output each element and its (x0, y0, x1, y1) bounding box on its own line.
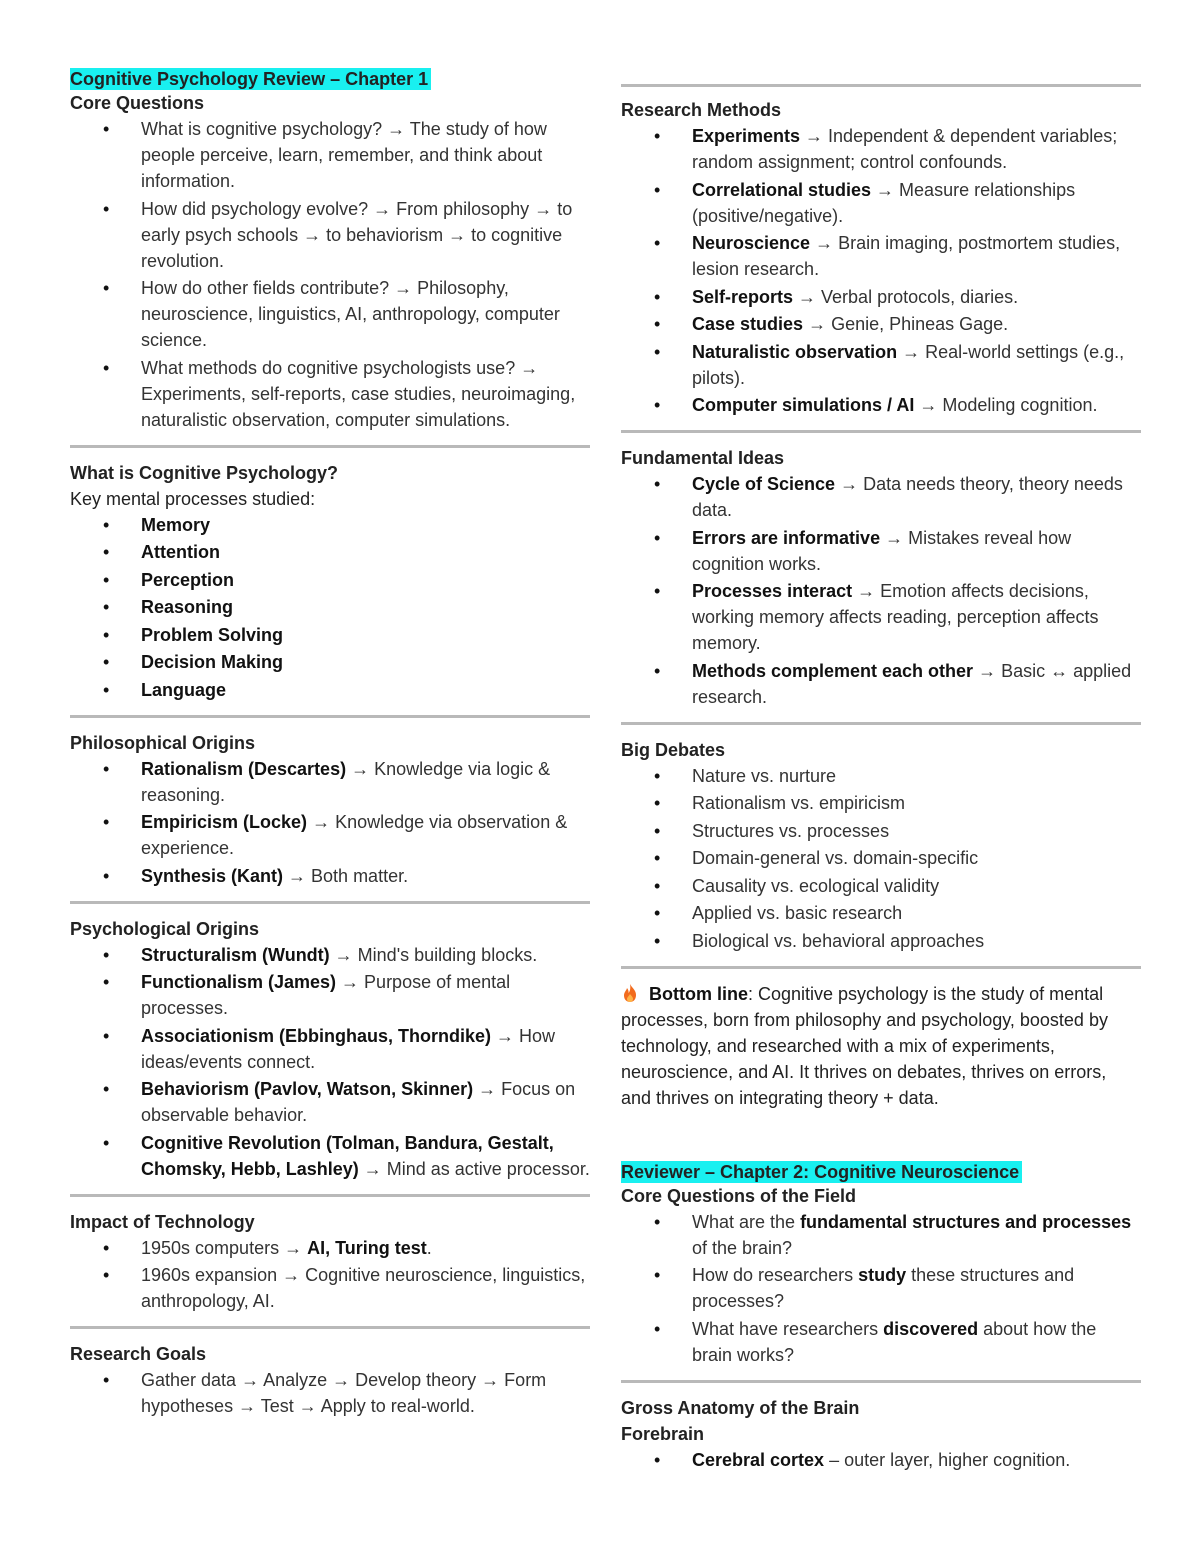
list-item (621, 1316, 1141, 1368)
bold-term: Associationism (Ebbinghaus, Thorndike) (141, 1025, 492, 1046)
list-item (70, 677, 590, 703)
list-item (70, 1023, 590, 1075)
item-text: Causality vs. ecological validity (692, 875, 940, 896)
list-item (621, 471, 1141, 523)
item-text: Domain-general vs. domain-specific (692, 848, 979, 868)
bold-term: Attention (141, 542, 220, 562)
item-text: . (426, 1237, 432, 1258)
core-questions-list (70, 116, 590, 433)
item-text: How do researchers (692, 1265, 859, 1285)
technology-list (70, 1235, 590, 1315)
list-item (621, 339, 1141, 391)
list-item (621, 311, 1141, 337)
item-text: → Modeling cognition. (914, 395, 1098, 415)
list-item (70, 512, 590, 538)
section-divider (621, 1380, 1141, 1383)
item-text: of the brain? (692, 1237, 793, 1258)
bold-term: Memory (141, 514, 211, 535)
list-item (70, 1076, 590, 1128)
item-text: → How ideas/events connect. (141, 1025, 556, 1072)
bold-term: Language (141, 679, 227, 700)
bold-term: Processes interact (692, 581, 853, 601)
bold-term: Cognitive Revolution (Tolman, Bandura, Gestalt, Chomsky, Hebb, Lashley) (141, 1132, 554, 1179)
item-text: → Real-world settings (e.g., pilots). (692, 341, 1125, 388)
item-text: Biological vs. behavioral approaches (692, 930, 985, 951)
bold-term: Neuroscience (692, 233, 811, 253)
list-item (70, 567, 590, 593)
item-text: about how the brain works? (692, 1318, 1097, 1365)
item-text: → Independent & dependent variables; random assignment; control confounds. (692, 126, 1118, 172)
item-text: → Both matter. (283, 865, 409, 886)
research-goals-heading: Research Goals (70, 1344, 207, 1364)
bold-term: Case studies (692, 314, 804, 334)
section-divider (621, 430, 1141, 433)
bold-term: Methods complement each other (692, 660, 974, 681)
item-text: What is cognitive psychology? → The study of how people perceive, learn, remember, and think about information. (141, 119, 547, 191)
list-item (70, 942, 590, 968)
item-text: Applied vs. basic research (692, 903, 903, 923)
bold-term: Correlational studies (692, 179, 872, 200)
bold-term: AI, Turing test (307, 1237, 427, 1258)
item-text: How did psychology evolve? → From philosophy → to early psych schools → to behaviorism → to cognitive revolution. (141, 198, 573, 271)
item-text: Structures vs. processes (692, 820, 890, 841)
forebrain-list (621, 1447, 1141, 1473)
item-text: → Basic ↔ applied research. (692, 660, 1132, 707)
item-text: Rationalism vs. empiricism (692, 793, 906, 813)
list-item (70, 863, 590, 889)
philosophical-origins-list (70, 756, 590, 889)
technology-heading: Impact of Technology (70, 1211, 255, 1232)
bold-term: Errors are informative (692, 527, 881, 548)
list-item (70, 116, 590, 194)
psychological-origins-heading: Psychological Origins (70, 918, 260, 939)
item-text: 1950s computers → (141, 1237, 308, 1258)
item-text: → Genie, Phineas Gage. (803, 314, 1009, 334)
item-text: – outer layer, higher cognition. (824, 1449, 1071, 1470)
bold-term: Synthesis (Kant) (141, 865, 284, 886)
item-text: → Data needs theory, theory needs data. (692, 474, 1123, 520)
bold-term: Cerebral cortex (692, 1449, 825, 1470)
bold-term: fundamental structures and processes (800, 1211, 1132, 1232)
bold-term: Self-reports (692, 286, 794, 307)
section-divider (70, 445, 590, 448)
section-divider (70, 1326, 590, 1329)
section-divider (621, 84, 1141, 87)
bold-term: Structuralism (Wundt) (141, 944, 330, 965)
list-item (621, 525, 1141, 577)
list-item (621, 873, 1141, 899)
core-questions-heading: Core Questions (70, 93, 205, 113)
bottom-line-label: Bottom line (649, 983, 748, 1004)
chapter-2-title: Reviewer – Chapter 2: Cognitive Neuroscience (621, 1161, 1022, 1183)
item-text: → Focus on observable behavior. (141, 1079, 576, 1125)
item-text: → Purpose of mental processes. (141, 972, 511, 1018)
list-item (621, 284, 1141, 310)
bold-term: Perception (141, 569, 235, 590)
bold-term: Rationalism (Descartes) (141, 758, 347, 779)
psychological-origins-list (70, 942, 590, 1182)
flame-icon (621, 983, 639, 1003)
section-divider (70, 1194, 590, 1197)
bold-term: Decision Making (141, 652, 284, 672)
list-item (621, 392, 1141, 418)
bold-term: discovered (883, 1318, 979, 1339)
bold-term: Functionalism (James) (141, 972, 337, 992)
list-item (621, 1262, 1141, 1314)
list-item (70, 1367, 590, 1419)
item-text: → Measure relationships (positive/negative). (692, 179, 1076, 226)
list-item (621, 928, 1141, 954)
what-is-intro: Key mental processes studied: (70, 488, 316, 509)
list-item (621, 1447, 1141, 1473)
list-item (70, 809, 590, 861)
list-item (621, 763, 1141, 789)
list-item (70, 649, 590, 675)
what-is-heading: What is Cognitive Psychology? (70, 462, 339, 483)
item-text: these structures and processes? (692, 1265, 1075, 1311)
research-goals-list (70, 1367, 590, 1419)
list-item (70, 594, 590, 620)
list-item (70, 756, 590, 808)
item-text: What methods do cognitive psychologists use? → Experiments, self-reports, case studies, neuroimaging, naturalistic observation, computer simulations. (141, 357, 576, 430)
gross-anatomy-heading: Gross Anatomy of the Brain (621, 1397, 860, 1418)
list-item (70, 539, 590, 565)
list-item (621, 790, 1141, 816)
section-divider (621, 966, 1141, 969)
core-questions-field-heading: Core Questions of the Field (621, 1185, 857, 1206)
list-item (621, 230, 1141, 282)
bold-term: study (858, 1265, 907, 1285)
item-text: → Knowledge via observation & experience. (141, 812, 568, 858)
item-text: → Knowledge via logic & reasoning. (141, 758, 551, 805)
list-item (70, 1235, 590, 1261)
research-methods-list (621, 123, 1141, 418)
list-item (70, 1262, 590, 1314)
list-item (621, 658, 1141, 710)
list-item (621, 818, 1141, 844)
bold-term: Reasoning (141, 597, 234, 617)
philosophical-origins-heading: Philosophical Origins (70, 732, 256, 753)
list-item (621, 1209, 1141, 1261)
bottom-line-text: : Cognitive psychology is the study of mental processes, born from philosophy and psychology, boosted by technology, and researched with a mix of experiments, neuroscience, and AI. It thrives on debates, thrives on errors, and thrives on integrating theory + data. (621, 983, 1108, 1108)
item-text: → Mind as active processor. (358, 1158, 590, 1179)
list-item (621, 578, 1141, 656)
section-divider (621, 722, 1141, 725)
bold-term: Behaviorism (Pavlov, Watson, Skinner) (141, 1079, 474, 1099)
mental-processes-list (70, 512, 590, 703)
bold-term: Computer simulations / AI (692, 395, 915, 415)
bold-term: Naturalistic observation (692, 341, 898, 362)
item-text: Nature vs. nurture (692, 765, 837, 786)
item-text: Gather data → Analyze → Develop theory → Form hypotheses → Test → Apply to real-world. (141, 1370, 547, 1416)
item-text: → Mistakes reveal how cognition works. (692, 527, 1072, 574)
section-divider (70, 901, 590, 904)
big-debates-list (621, 763, 1141, 954)
chapter-1-title: Cognitive Psychology Review – Chapter 1 (70, 68, 431, 90)
bottom-line-paragraph (621, 981, 1141, 1111)
research-methods-heading: Research Methods (621, 100, 782, 120)
section-divider (70, 715, 590, 718)
item-text: → Brain imaging, postmortem studies, lesion research. (692, 233, 1121, 279)
item-text: 1960s expansion → Cognitive neuroscience, linguistics, anthropology, AI. (141, 1265, 586, 1311)
left-column (70, 68, 590, 1421)
bold-term: Cycle of Science (692, 474, 836, 494)
bold-term: Problem Solving (141, 624, 284, 645)
list-item (70, 622, 590, 648)
spacer (621, 1137, 1141, 1161)
list-item (621, 123, 1141, 175)
list-item (70, 969, 590, 1021)
item-text: How do other fields contribute? → Philosophy, neuroscience, linguistics, AI, anthropology, computer science. (141, 278, 560, 350)
forebrain-subheading: Forebrain (621, 1423, 705, 1444)
big-debates-heading: Big Debates (621, 739, 726, 760)
core-questions-field-list (621, 1209, 1141, 1368)
item-text: → Mind's building blocks. (329, 944, 538, 965)
fundamental-ideas-heading: Fundamental Ideas (621, 448, 785, 468)
list-item (621, 900, 1141, 926)
item-text: → Emotion affects decisions, working memory affects reading, perception affects memory. (692, 581, 1099, 653)
bold-term: Experiments (692, 126, 801, 146)
item-text: What are the (692, 1211, 801, 1232)
list-item (70, 275, 590, 353)
list-item (70, 355, 590, 433)
right-column (621, 84, 1141, 1474)
list-item (621, 845, 1141, 871)
item-text: What have researchers (692, 1318, 884, 1339)
list-item (621, 177, 1141, 229)
bold-term: Empiricism (Locke) (141, 812, 308, 832)
list-item (70, 196, 590, 274)
item-text: → Verbal protocols, diaries. (793, 286, 1019, 307)
spacer (621, 1111, 1141, 1137)
list-item (70, 1130, 590, 1182)
fundamental-ideas-list (621, 471, 1141, 710)
